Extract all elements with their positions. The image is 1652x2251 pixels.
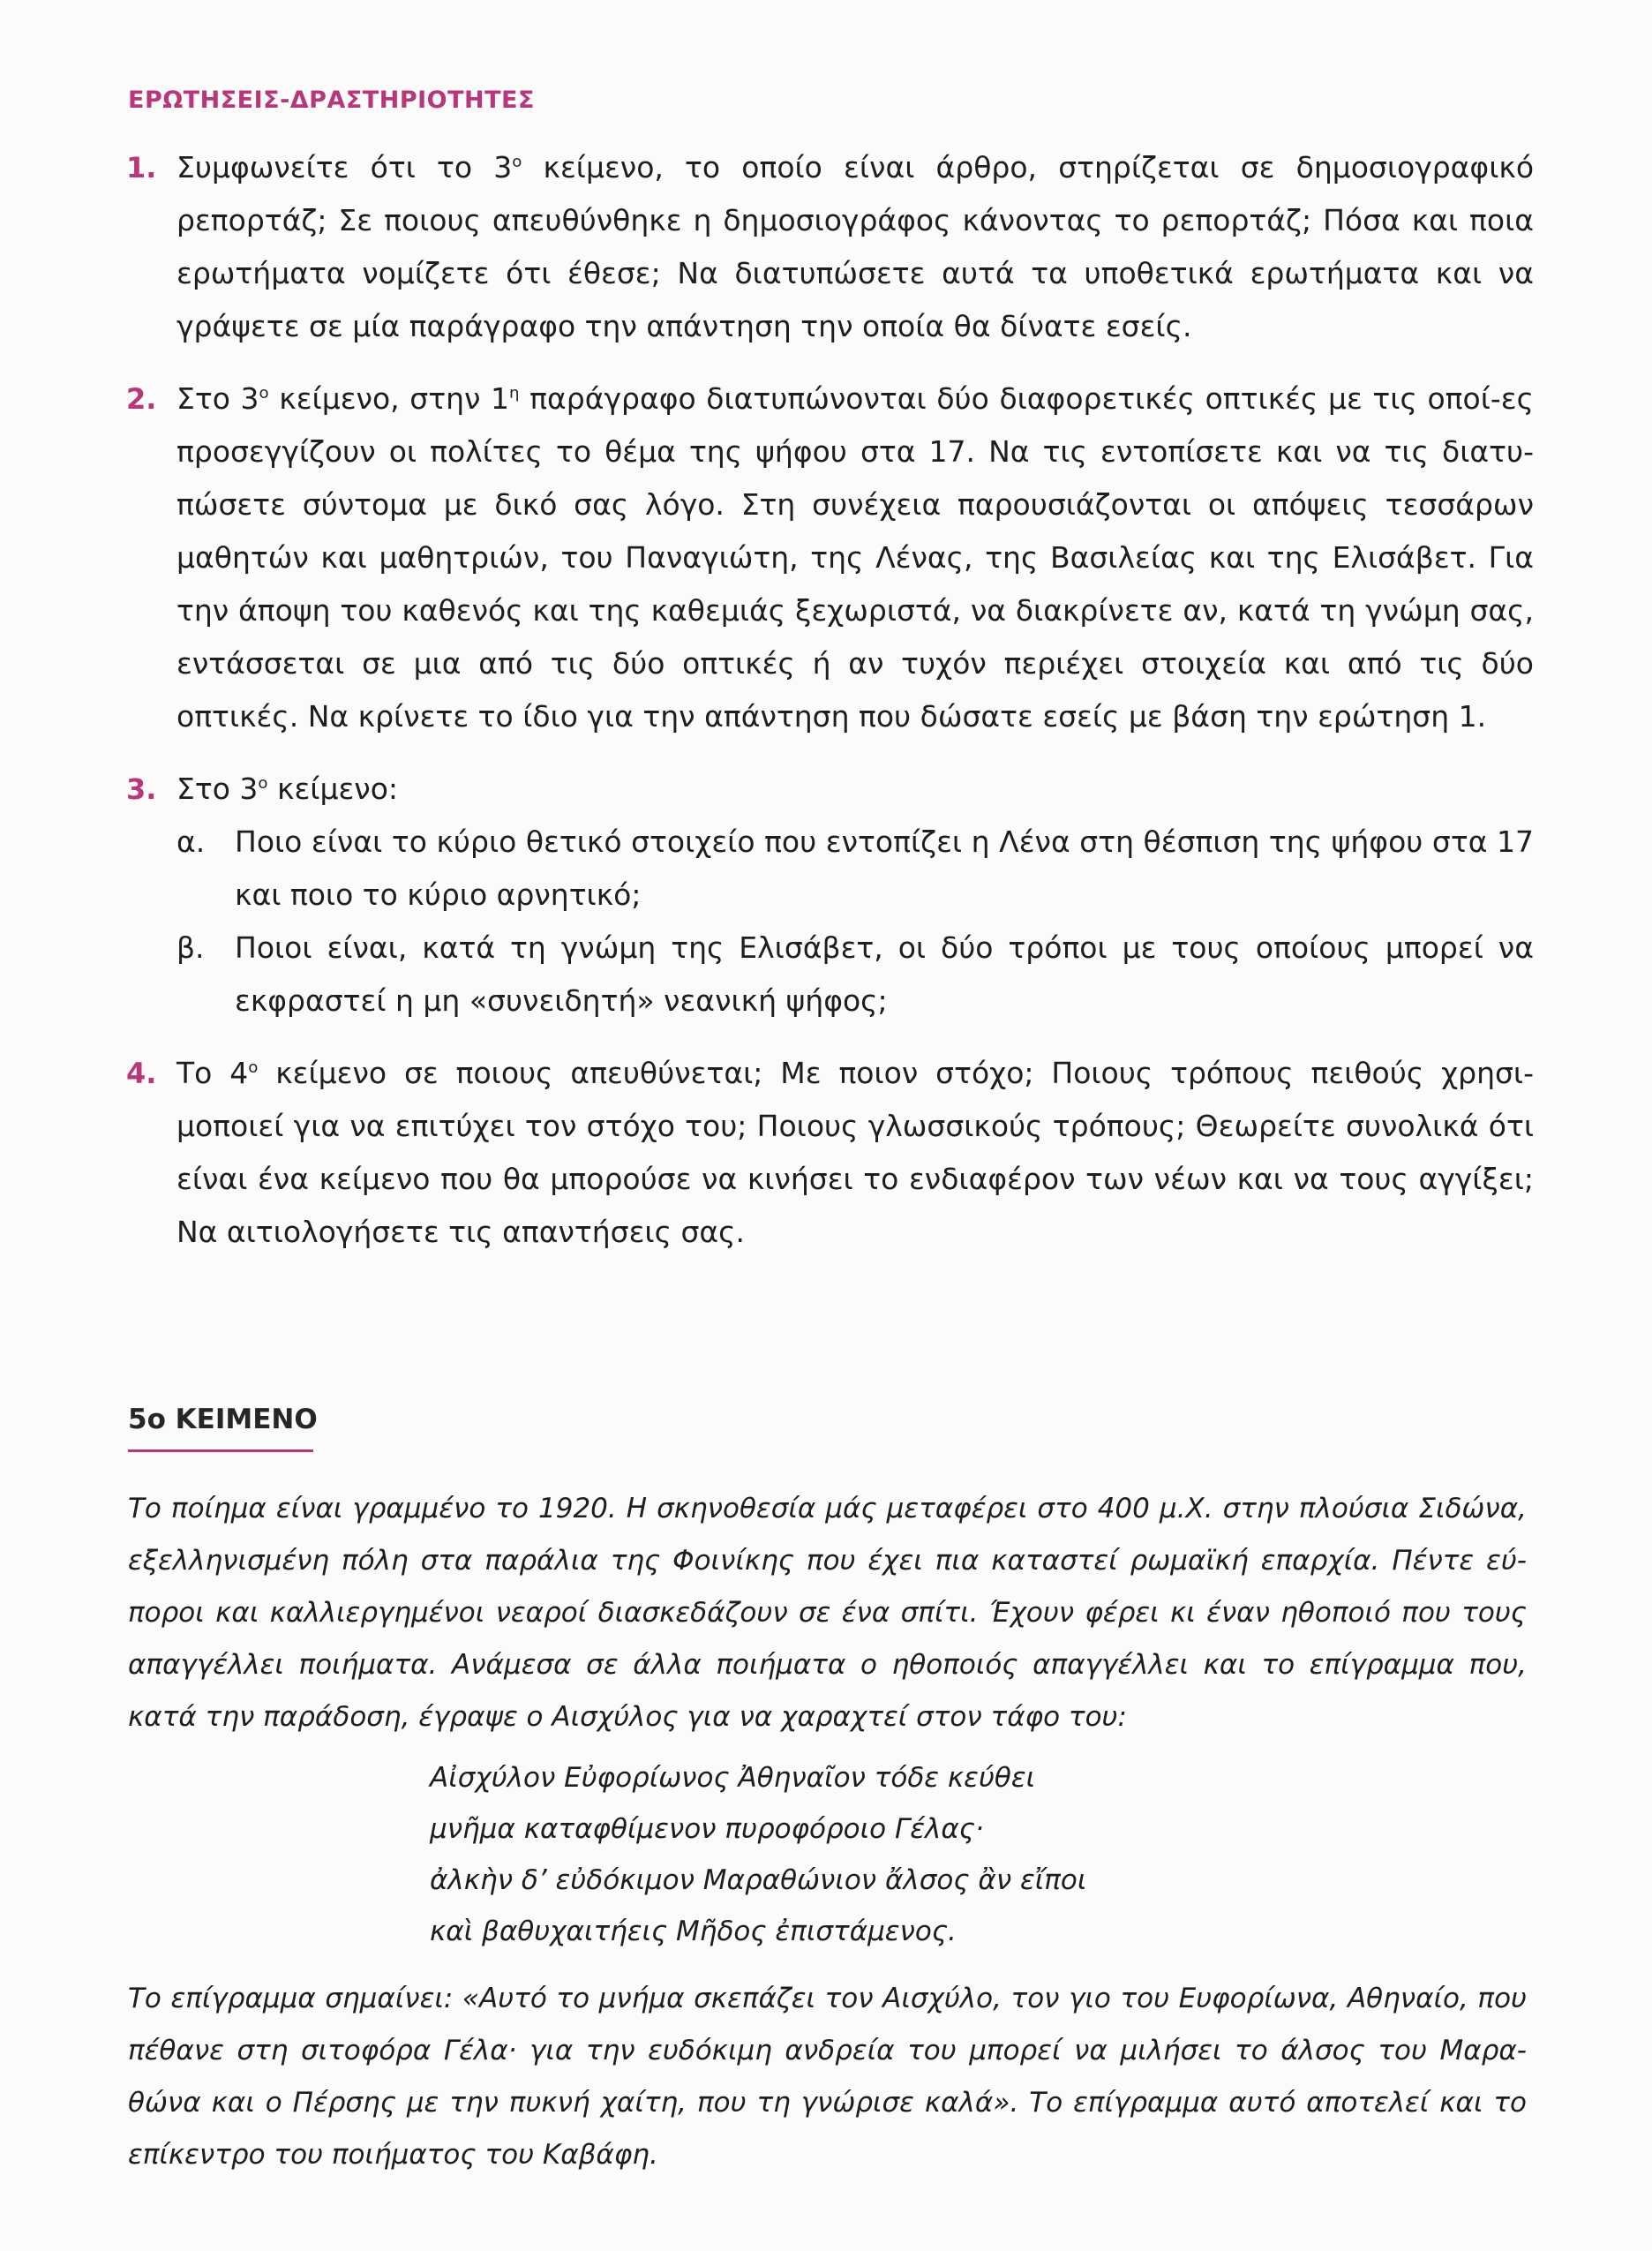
poem-line: ἀλκὴν δ’ εὐδόκιμον Μαραθώνιον ἄλσος ἂν εἴποι [430,1864,1087,1896]
text5-heading: 5ο ΚΕΙΜΕΝΟ [128,1404,318,1435]
heading-underline [128,1449,313,1452]
section-title: ΕΡΩΤΗΣΕΙΣ-ΔΡΑΣΤΗΡΙΟΤΗΤΕΣ [128,87,535,114]
question-3 [122,763,1534,1028]
question-1 [122,141,1534,353]
epigram-meaning: Το επίγραμμα σημαίνει: «Αυτό το μνήμα σκεπάζει τον Αισχύλο, τον γιο του Ευφορίωνα, Αθηναίο, που πέθανε στη σιτοφόρα Γέλα· για την ευδόκιμη ανδρεία του μπορεί να μιλήσει το άλσος του Μαρα-θώνα και ο Πέρσης με την πυκνή χαίτη, που τη γνώρισε καλά». Το επίγραμμα αυτό αποτελεί και το επίκεντρο του ποιήματος του Καβάφη. [128,1983,1527,2171]
question-text: Στο $3^o$ κείμενο: [176,772,399,806]
poem-line: Αἰσχύλον Εὐφορίωνος Ἀθηναῖον τόδε κεύθει [430,1762,1036,1794]
question-4 [122,1047,1534,1259]
question-number: 2. [126,382,157,416]
subquestion-a [176,816,1534,922]
question-list [122,141,1534,1259]
subquestion-b [176,922,1534,1028]
question-number: 4. [126,1057,157,1090]
subquestion-label: α. [176,824,206,859]
subquestion-text: Ποιο είναι το κύριο θετικό στοιχείο που εντοπίζει η Λένα στη θέσπιση της ψήφου στα 17 και ποιο το κύριο αρνητικό; [235,824,1534,912]
question-number: 3. [126,772,157,806]
poem-line: καὶ βαθυχαιτήεις Μῆδος ἐπιστάμενος. [430,1916,957,1947]
poem-line: μνῆμα καταφθίμενον πυροφόροιο Γέλας· [430,1813,984,1845]
subquestion-label: β. [176,930,205,965]
question-text: Στο $3^o$ κείμενο, στην $1^\eta$ παράγραφο διατυπώνονται δύο διαφορετικές οπτικές με τις οποί-ες προσεγγίζουν οι πολίτες το θέμα της ψήφου στα 17. Να τις εντοπίσετε και να τις διατυ-πώσετε σύντομα με δικό σας λόγο. Στη συνέχεια παρουσιάζονται οι απόψεις τεσσάρων μαθητών και μαθητριών, του Παναγιώτη, της Λένας, της Βασιλείας και της Ελισάβετ. Για την άποψη του καθενός και της καθεμιάς ξεχωριστά, να διακρίνετε αν, κατά τη γνώμη σας, εντάσσεται σε μια από τις δύο οπτικές ή αν τυχόν περιέχει στοιχεία και από τις δύο οπτικές. Να κρίνετε το ίδιο για την απάντηση που δώσατε εσείς με βάση την ερώτηση 1. [176,381,1534,734]
epigram-poem [430,1752,1086,1957]
question-2 [122,373,1534,743]
question-number: 1. [126,151,157,184]
text5-intro: Το ποίημα είναι γραμμένο το 1920. Η σκηνοθεσία μάς μεταφέρει στο 400 μ.Χ. στην πλούσια Σιδώνα, εξελληνισμένη πόλη στα παράλια της Φοινίκης που έχει πια καταστεί ρωμαϊκή επαρχία. Πέντε εύ-ποροι και καλλιεργημένοι νεαροί διασκεδάζουν σε ένα σπίτι. Έχουν φέρει κι έναν ηθοποιό που τους απαγγέλλει ποιήματα. Ανάμεσα σε άλλα ποιήματα ο ηθοποιός απαγγέλλει και το επίγραμμα που, κατά την παράδοση, έγραψε ο Αισχύλος για να χαραχτεί στον τάφο του: [128,1493,1527,1733]
question-text: Το $4^o$ κείμενο σε ποιους απευθύνεται; Με ποιον στόχο; Ποιους τρόπους πειθούς χρησι-μοποιεί για να επιτύχει τον στόχο του; Ποιους γλωσσικούς τρόπους; Θεωρείτε συνολικά ότι είναι ένα κείμενο που θα μπορούσε να κινήσει το ενδιαφέρον των νέων και να τους αγγίξει; Να αιτιολογήσετε τις απαντήσεις σας. [176,1056,1534,1249]
question-text: Συμφωνείτε ότι το $3^o$ κείμενο, το οποίο είναι άρθρο, στηρίζεται σε δημοσιογραφικό ρεπορτάζ; Σε ποιους απευθύνθηκε η δημοσιογράφος κάνοντας το ρεπορτάζ; Πόσα και ποια ερωτήματα νομίζετε ότι έθεσε; Να διατυπώσετε αυτά τα υποθετικά ερωτήματα και να γράψετε σε μία παράγραφο την απάντηση την οποία θα δίνατε εσείς. [176,150,1535,343]
subquestion-text: Ποιοι είναι, κατά τη γνώμη της Ελισάβετ, οι δύο τρόποι με τους οποίους μπορεί να εκφραστεί η μη «συνειδητή» νεανική ψήφος; [235,930,1534,1018]
